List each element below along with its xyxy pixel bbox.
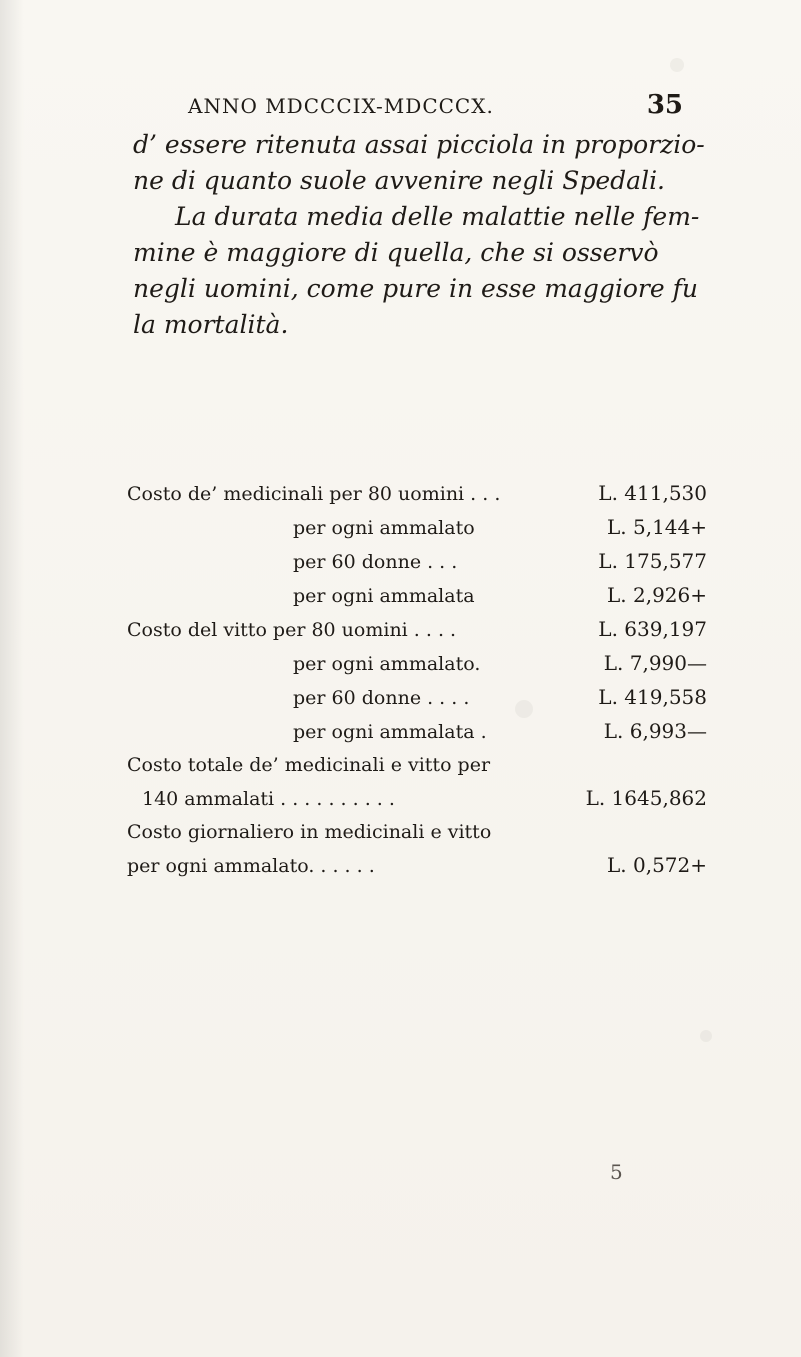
cost-label: 140 ammalati . . . . . . . . . . bbox=[142, 788, 395, 810]
page-header bbox=[188, 90, 683, 128]
cost-label: per ogni ammalata bbox=[293, 585, 475, 607]
cost-row bbox=[127, 613, 707, 647]
cost-value: L. 5,144+ bbox=[606, 515, 707, 539]
cost-label: per ogni ammalato. bbox=[293, 653, 481, 675]
cost-row bbox=[127, 647, 707, 681]
header-title: ANNO MDCCCIX-MDCCCX. bbox=[188, 94, 494, 118]
cost-label: per ogni ammalata . bbox=[293, 721, 487, 743]
cost-label: per ogni ammalato bbox=[293, 517, 475, 539]
paragraph-line-3: La durata media delle malattie nelle fem- bbox=[175, 202, 700, 231]
cost-value: L. 175,577 bbox=[598, 549, 707, 573]
cost-row bbox=[127, 477, 707, 511]
cost-row bbox=[127, 579, 707, 613]
cost-row bbox=[127, 715, 707, 749]
header-page-number: 35 bbox=[646, 90, 683, 120]
paper-stain bbox=[700, 1030, 712, 1042]
cost-label: Costo giornaliero in medicinali e vitto bbox=[127, 821, 492, 843]
cost-value: L. 1645,862 bbox=[585, 786, 707, 810]
cost-value: L. 0,572+ bbox=[606, 853, 707, 877]
cost-label: per 60 donne . . . . bbox=[293, 687, 470, 709]
cost-label: Costo totale de’ medicinali e vitto per bbox=[127, 754, 491, 776]
cost-row bbox=[127, 749, 707, 782]
paper-stain bbox=[670, 58, 684, 72]
paragraph-line-1: d’ essere ritenuta assai picciola in proporzio- bbox=[133, 130, 705, 159]
cost-label: Costo del vitto per 80 uomini . . . . bbox=[127, 619, 457, 641]
cost-label: per 60 donne . . . bbox=[293, 551, 458, 573]
page-edge-shadow bbox=[0, 0, 24, 1357]
paper-stain bbox=[515, 700, 533, 718]
intro-paragraph bbox=[133, 127, 705, 343]
cost-row bbox=[127, 816, 707, 849]
cost-row bbox=[127, 511, 707, 545]
cost-label: Costo de’ medicinali per 80 uomini . . . bbox=[127, 483, 501, 505]
cost-row bbox=[127, 545, 707, 579]
cost-value: L. 419,558 bbox=[598, 685, 707, 709]
cost-value: L. 7,990— bbox=[603, 651, 707, 675]
cost-value: L. 639,197 bbox=[598, 617, 707, 641]
paragraph-line-6: la mortalità. bbox=[133, 310, 289, 339]
cost-label: per ogni ammalato. . . . . . bbox=[127, 855, 375, 877]
cost-value: L. 2,926+ bbox=[606, 583, 707, 607]
cost-row bbox=[127, 782, 707, 816]
paragraph-line-2: ne di quanto suole avvenire negli Spedali. bbox=[133, 166, 666, 195]
cost-list bbox=[127, 477, 707, 883]
paragraph-line-4: mine è maggiore di quella, che si osservò bbox=[133, 238, 659, 267]
cost-row bbox=[127, 681, 707, 715]
cost-row bbox=[127, 849, 707, 883]
signature-mark: 5 bbox=[610, 1160, 623, 1184]
cost-value: L. 6,993— bbox=[603, 719, 707, 743]
paragraph-line-5: negli uomini, come pure in esse maggiore fu bbox=[133, 274, 698, 303]
cost-value: L. 411,530 bbox=[598, 481, 707, 505]
